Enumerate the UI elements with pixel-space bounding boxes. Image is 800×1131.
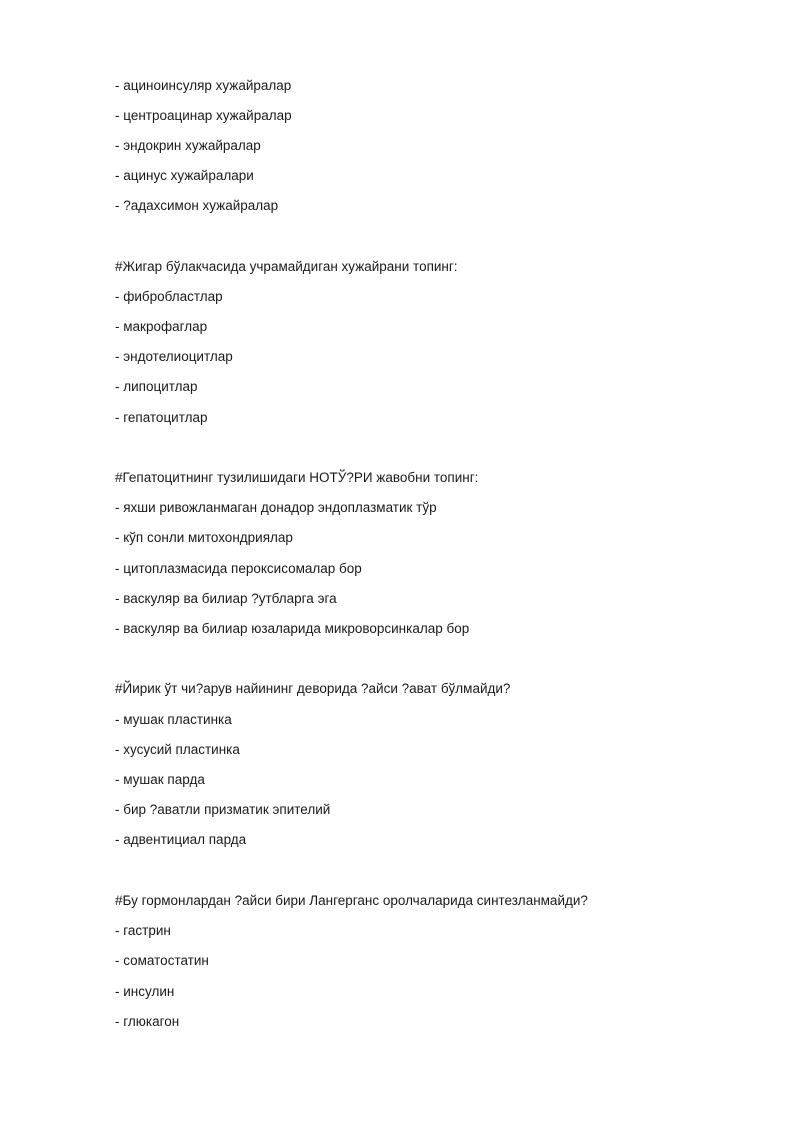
option-line: - цитоплазмасида пероксисомалар бор <box>115 561 362 576</box>
option-line: - эндотелиоцитлар <box>115 349 233 364</box>
question-text: #Йирик ўт чи?арув найининг деворида ?айси ?ават бўлмайди? <box>115 681 511 696</box>
question-text: #Жигар бўлакчасида учрамайдиган хужайрани топинг: <box>115 259 458 274</box>
option-line: - глюкагон <box>115 1014 180 1029</box>
option-line: - кўп сонли митохондриялар <box>115 530 293 545</box>
option-line: - центроацинар хужайралар <box>115 108 292 123</box>
option-line: - макрофаглар <box>115 319 208 334</box>
option-line: - липоцитлар <box>115 379 198 394</box>
option-line: - инсулин <box>115 984 175 999</box>
option-line: - фибробластлар <box>115 289 223 304</box>
option-line: - васкуляр ва билиар юзаларида микроворсинкалар бор <box>115 621 470 636</box>
option-line: - адвентициал парда <box>115 832 247 847</box>
option-line: - мушак парда <box>115 772 205 787</box>
option-line: - бир ?аватли призматик эпителий <box>115 802 331 817</box>
question-text: #Бу гормонлардан ?айси бири Лангерганс оролчаларида синтезланмайди? <box>115 893 588 908</box>
option-line: - эндокрин хужайралар <box>115 138 261 153</box>
option-line: - ацинус хужайралари <box>115 168 254 183</box>
option-line: - хусусий пластинка <box>115 742 240 757</box>
question-text: #Гепатоцитнинг тузилишидаги НОТЎ?РИ жавобни топинг: <box>115 470 479 485</box>
option-line: - васкуляр ва билиар ?утбларга эга <box>115 591 337 606</box>
option-line: - соматостатин <box>115 953 209 968</box>
option-line: - гастрин <box>115 923 171 938</box>
option-line: - яхши ривожланмаган донадор эндоплазматик тўр <box>115 500 437 515</box>
option-line: - ?адахсимон хужайралар <box>115 198 279 213</box>
option-line: - гепатоцитлар <box>115 410 208 425</box>
option-line: - мушак пластинка <box>115 712 232 727</box>
option-line: - ациноинсуляр хужайралар <box>115 78 292 93</box>
